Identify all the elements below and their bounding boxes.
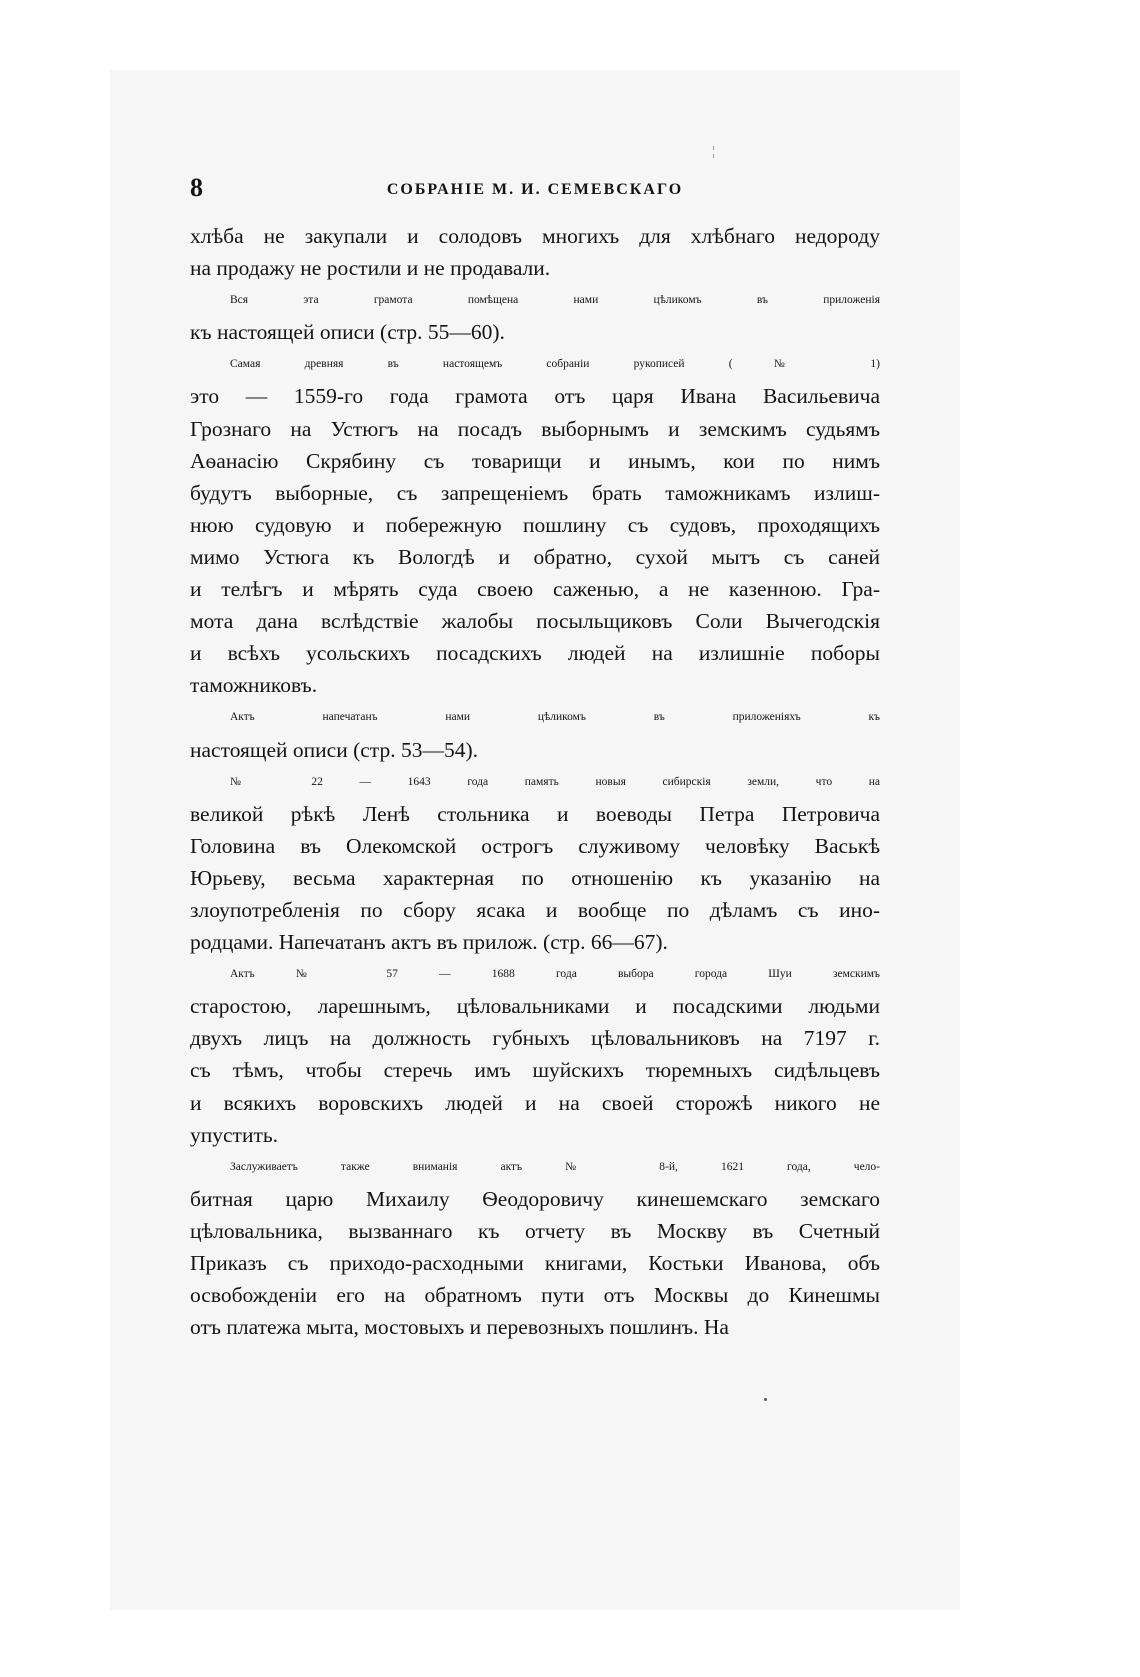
scan-speck: [764, 1398, 767, 1401]
text-line: мота дана вслѣдствіе жалобы посыльщиковъ Соли Вычегодскія: [190, 609, 880, 634]
text-line: упустить.: [190, 1122, 279, 1147]
text-line: и телѣгъ и мѣрять суда своею саженью, а не казенною. Гра-: [190, 577, 880, 602]
text-line: цѣловальника, вызваннаго къ отчету въ Москву въ Счетный: [190, 1218, 880, 1243]
text-line: къ настоящей описи (стр. 55—60).: [190, 320, 505, 345]
text-line: освобожденіи его на обратномъ пути отъ Москвы до Кинешмы: [190, 1283, 880, 1308]
text-line: и всѣхъ усольскихъ посадскихъ людей на излишніе поборы: [190, 641, 880, 666]
text-line: съ тѣмъ, чтобы стеречь имъ шуйскихъ тюремныхъ сидѣльцевъ: [190, 1058, 880, 1083]
text-line: нюю судовую и побережную пошлину съ судовъ, проходящихъ: [190, 512, 880, 537]
text-line: хлѣба не закупали и солодовъ многихъ для хлѣбнаго недороду: [190, 224, 880, 248]
paragraph: [190, 284, 880, 348]
text-line: старостою, ларешнымъ, цѣловальниками и посадскими людьми: [190, 994, 880, 1019]
text-line: Заслуживаетъ также вниманія актъ № 8-й, 1621 года, чело-: [230, 1160, 880, 1173]
text-line: отъ платежа мыта, мостовыхъ и перевозныхъ пошлинъ. На: [190, 1315, 729, 1340]
text-line: Актъ напечатанъ нами цѣликомъ въ приложеніяхъ къ: [230, 711, 880, 724]
running-head: СОБРАНІЕ М. И. СЕМЕВСКАГО: [386, 181, 684, 198]
text-line: Аѳанасію Скрябину съ товарищи и инымъ, кои по нимъ: [190, 448, 880, 473]
text-line: Головина въ Олекомской острогъ служивому человѣку Васькѣ: [190, 833, 880, 858]
paragraph: [190, 958, 880, 1151]
text-line: мимо Устюга къ Вологдѣ и обратно, сухой мытъ съ саней: [190, 544, 880, 569]
scan-speck: [713, 154, 714, 158]
text-line: Юрьеву, весьма характерная по отношенію къ указанію на: [190, 865, 880, 890]
text-line: Приказъ съ приходо-расходными книгами, Костьки Иванова, объ: [190, 1251, 880, 1275]
paragraph: [190, 766, 880, 959]
paragraph: [190, 701, 880, 765]
text-line: настоящей описи (стр. 53—54).: [190, 737, 478, 762]
text-line: на продажу не ростили и не продавали.: [190, 256, 551, 281]
text-line: Грознаго на Устюгъ на посадъ выборнымъ и земскимъ судьямъ: [190, 416, 880, 441]
text-line: и всякихъ воровскихъ людей и на своей сторожѣ никого не: [190, 1090, 880, 1115]
text-line: будутъ выборные, съ запрещеніемъ брать таможникамъ излиш-: [190, 480, 880, 505]
text-line: двухъ лицъ на должность губныхъ цѣловальниковъ на 7197 г.: [190, 1026, 880, 1051]
text-line: родцами. Напечатанъ актъ въ прилож. (стр. 66—67).: [190, 930, 668, 955]
page-header: [190, 170, 880, 206]
text-line: великой рѣкѣ Ленѣ стольника и воеводы Петра Петровича: [190, 801, 880, 826]
text-line: злоупотребленія по сбору ясака и вообще по дѣламъ съ ино-: [190, 897, 880, 922]
text-line: это — 1559-го года грамота отъ царя Ивана Васильевича: [190, 384, 880, 409]
text-line: таможниковъ.: [190, 673, 318, 698]
body-text: [190, 220, 880, 1343]
scan-speck: [713, 146, 714, 150]
text-line: Вся эта грамота помѣщена нами цѣликомъ въ приложенія: [230, 294, 880, 307]
paragraph: [190, 1151, 880, 1344]
text-line: битная царю Михаилу Ѳеодоровичу кинешемскаго земскаго: [190, 1186, 880, 1211]
page-number: 8: [190, 173, 203, 202]
text-line: Актъ № 57 — 1688 года выбора города Шуи земскимъ: [230, 968, 880, 981]
paragraph: [190, 220, 880, 284]
text-line: Самая древняя въ настоящемъ собраніи рукописей (№ 1): [230, 358, 880, 371]
text-line: № 22 — 1643 года память новыя сибирскія земли, что на: [230, 775, 880, 788]
paragraph: [190, 348, 880, 701]
